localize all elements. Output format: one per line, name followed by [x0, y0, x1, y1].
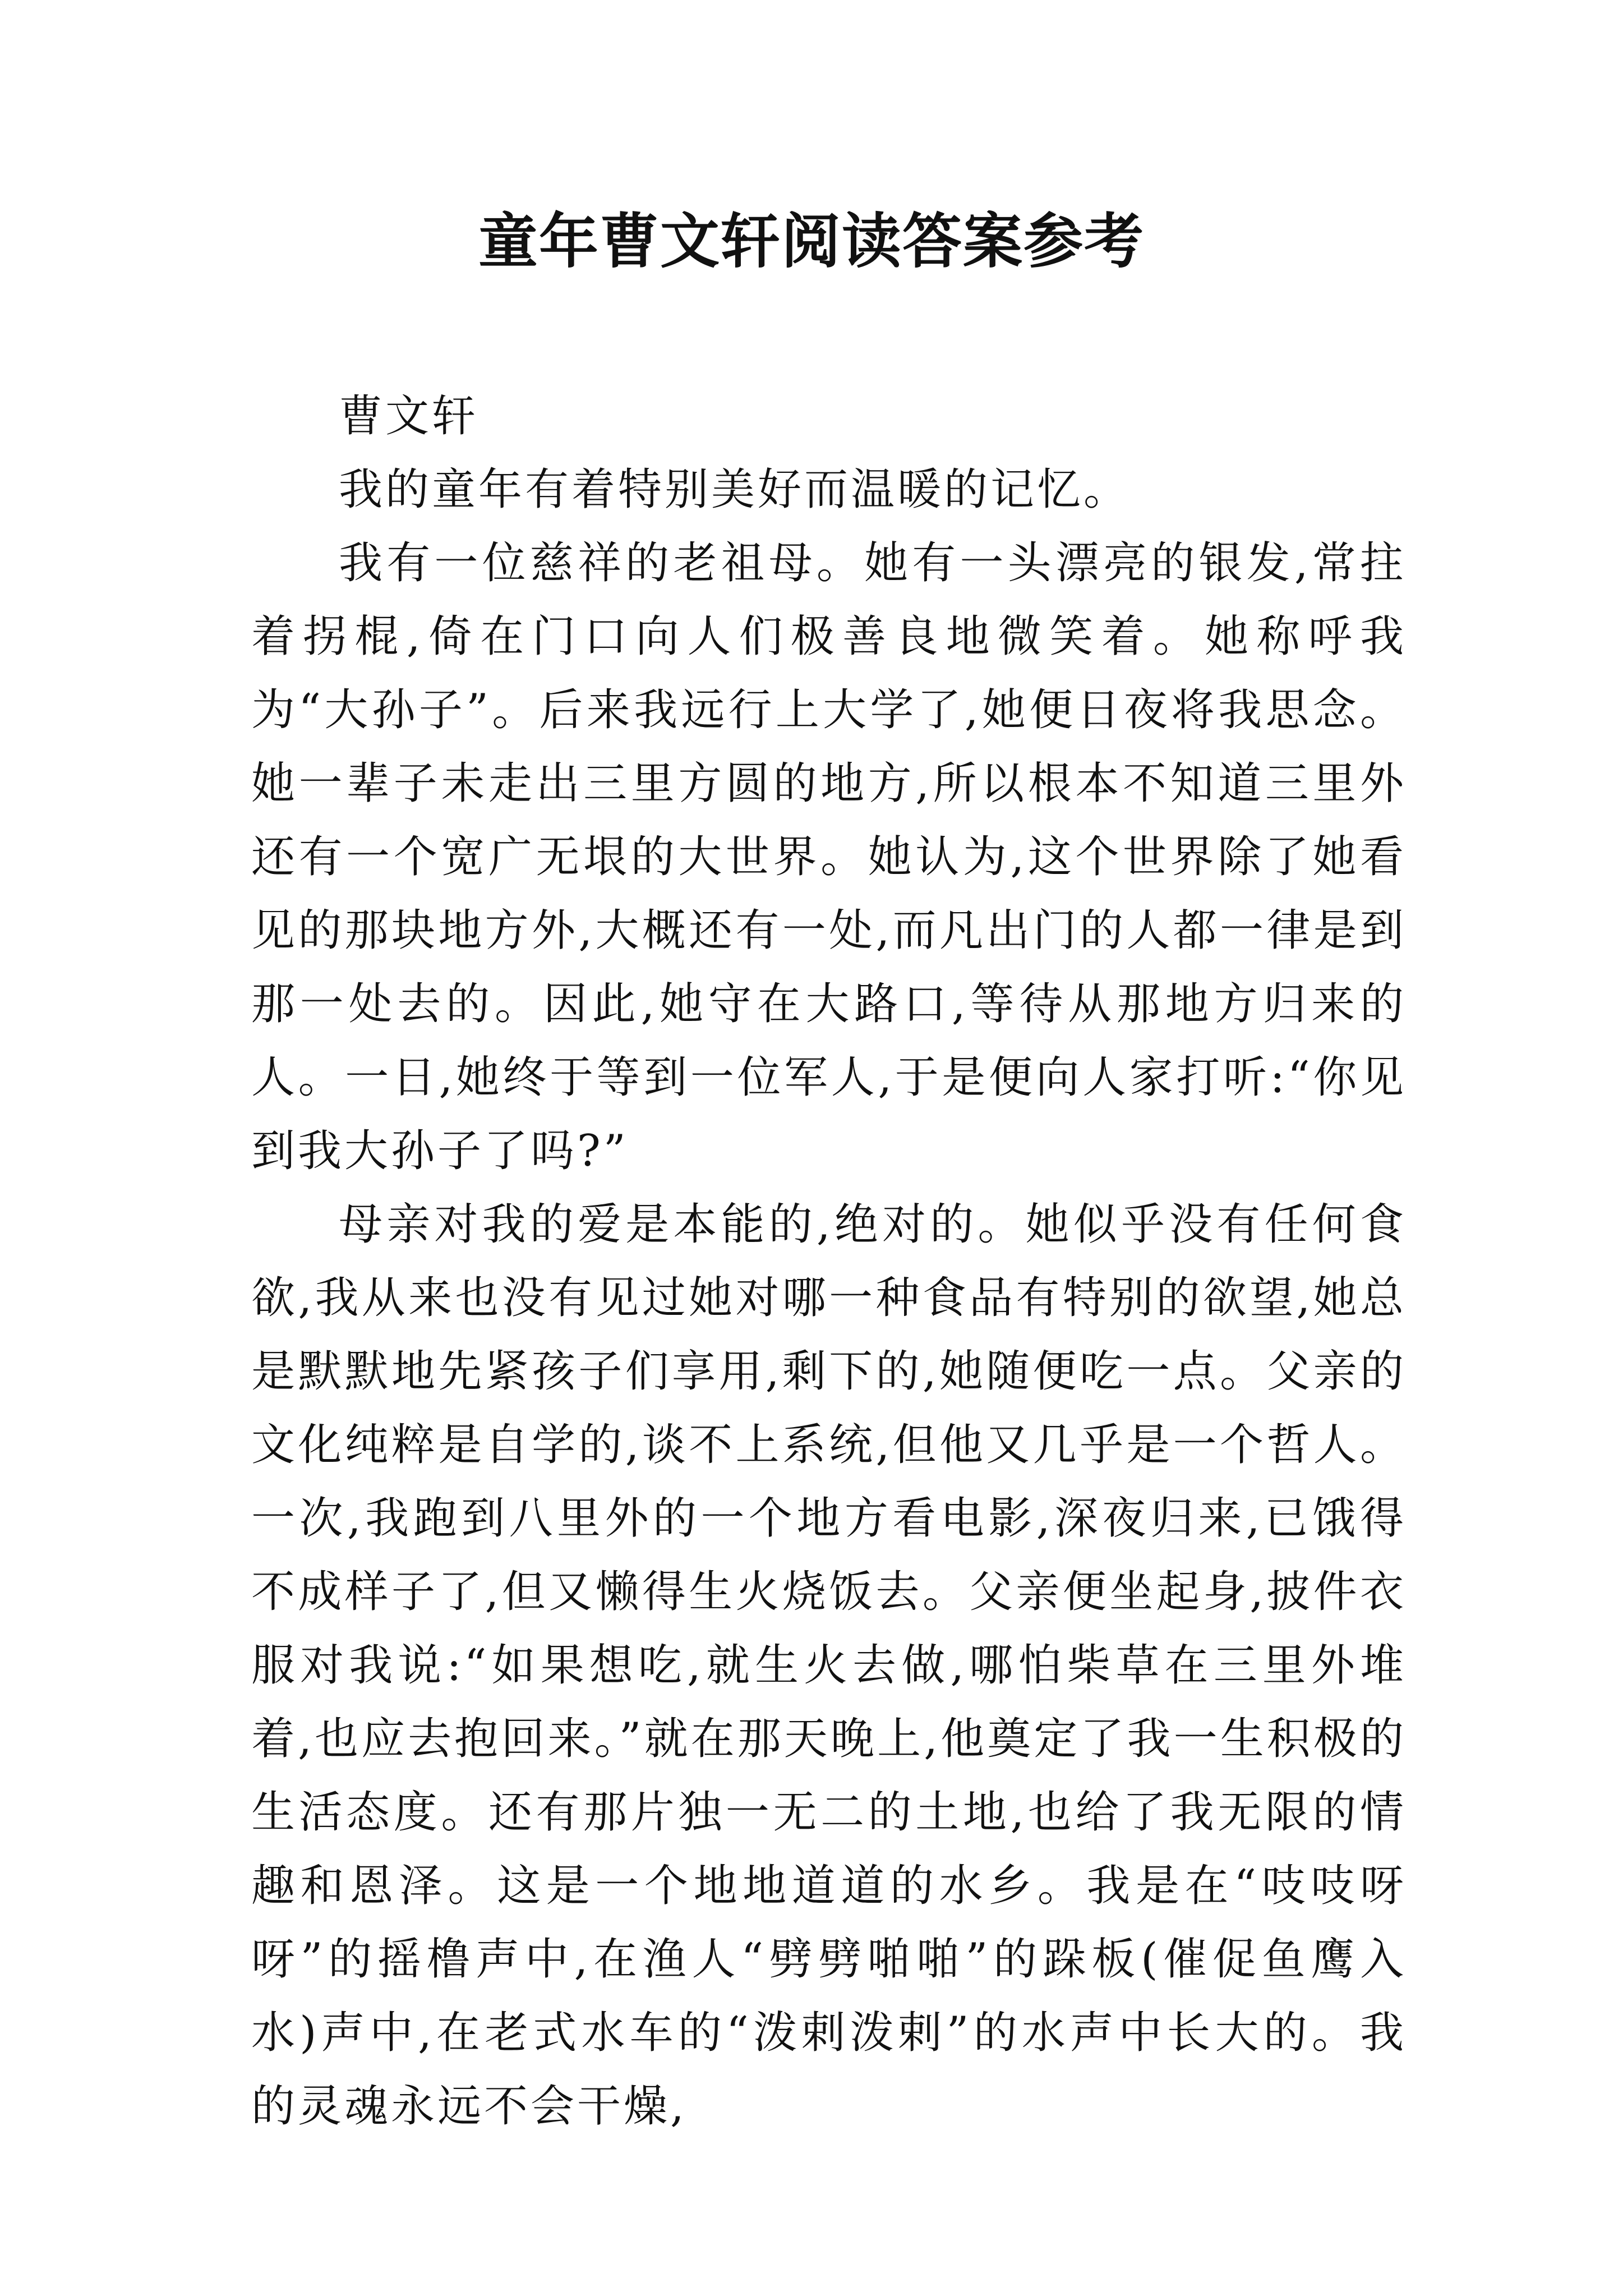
- paragraph: 母亲对我的爱是本能的,绝对的。她似乎没有任何食欲,我从来也没有见过她对哪一种食品有特别的欲望,她总是默默地先紧孩子们享用,剩下的,她随便吃一点。父亲的文化纯粹是自学的,谈不上系统,但他又几乎是一个哲人。一次,我跑到八里外的一个地方看电影,深夜归来,已饿得不成样子了,但又懒得生火烧饭去。父亲便坐起身,披件衣服对我说:“如果想吃,就生火去做,哪怕柴草在三里外堆着,也应去抱回来。”就在那天晚上,他奠定了我一生积极的生活态度。还有那片独一无二的土地,也给了我无限的情趣和恩泽。这是一个地地道道的水乡。我是在“吱吱呀呀”的摇橹声中,在渔人“劈劈啪啪”的跺板(催促鱼鹰入水)声中,在老式水车的“泼剌泼剌”的水声中长大的。我的灵魂永远不会干燥,: [251, 1199, 1407, 2132]
- author-line: 曹文轩: [339, 391, 479, 441]
- document-body: [251, 380, 1407, 2143]
- paragraph: 我有一位慈祥的老祖母。她有一头漂亮的银发,常拄着拐棍,倚在门口向人们极善良地微笑着。她称呼我为“大孙子”。后来我远行上大学了,她便日夜将我思念。她一辈子未走出三里方圆的地方,所以根本不知道三里外还有一个宽广无垠的大世界。她认为,这个世界除了她看见的那块地方外,大概还有一处,而凡出门的人都一律是到那一处去的。因此,她守在大路口,等待从那地方归来的人。一日,她终于等到一位军人,于是便向人家打听:“你见到我大孙子了吗?”: [251, 538, 1407, 1176]
- document-title: 童年曹文轩阅读答案参考: [478, 206, 1145, 276]
- paragraph: 我的童年有着特别美好而温暖的记忆。: [339, 464, 1131, 515]
